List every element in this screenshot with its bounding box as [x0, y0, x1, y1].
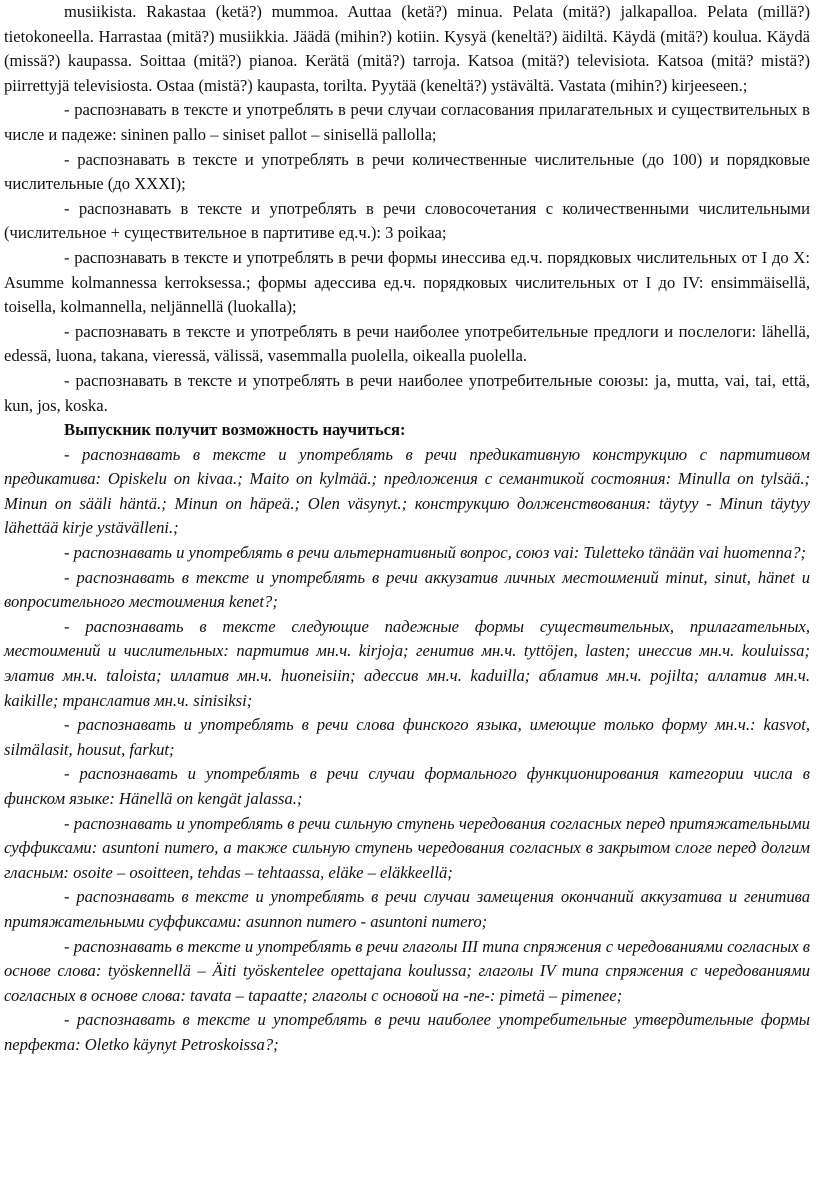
- paragraph-numerals: - распознавать в тексте и употреблять в речи количественные числительные (до 100) и порядковые числительные (до XXXI);: [4, 149, 810, 194]
- paragraph-verb-governance: musiikista. Rakastaa (ketä?) mummoa. Auttaa (ketä?) minua. Pelata (mitä?) jalkapalloa. Pelata (millä?) tietokoneella. Harrastaa (mitä?) musiikkia. Jäädä (mihin?) kotiin. Kysyä (keneltä?) äidiltä. Käydä (mitä?) koulua. Käydä (missä?) kaupassa. Soittaa (mitä?) pianoa. Kerätä (mitä?) tarroja. Katsoa (mitä?) televisiota. Katsoa (mitä? mistä?) piirrettyjä televisiosta. Ostaa (mistä?) kaupasta, torilta. Pyytää (keneltä?) ystävältä. Vastata (mihin?) kirjeeseen.;: [4, 2, 810, 95]
- paragraph-plural-cases: - распознавать в тексте следующие падежные формы существительных, прилагательных, местоимений и числительных: партитив мн.ч. kirjoja; генитив мн.ч. tyttöjen, lasten; инессив мн.ч. kouluissa; элатив мн.ч. taloista; иллатив мн.ч. huoneisiin; адессив мн.ч. kaduilla; аблатив мн.ч. pojilta; аллатив мн.ч. kaikille; транслатив мн.ч. sinisiksi;: [4, 616, 810, 710]
- paragraph-numeral-phrases: - распознавать в тексте и употреблять в речи словосочетания с количественными числительными (числительное + существительное в партитиве ед.ч.): 3 poikaa;: [4, 198, 810, 243]
- paragraph-possessive-suffixes: - распознавать в тексте и употреблять в речи случаи замещения окончаний аккузатива и генитива притяжательными суффиксами: asunnon numero - asuntoni numero;: [4, 887, 810, 931]
- paragraph-consonant-gradation: - распознавать и употреблять в речи сильную ступень чередования согласных перед притяжательными суффиксами: asuntoni numero, а также сильную ступень чередования согласных в закрытом слоге перед долгим гласным: osoite – osoitteen, tehdas – tehtaassa, eläke – eläkkeellä;: [4, 813, 810, 882]
- section-heading: Выпускник получит возможность научиться:: [64, 420, 406, 440]
- paragraph-ordinal-cases: - распознавать в тексте и употреблять в речи формы инессива ед.ч. порядковых числительных от I до X: Asumme kolmannessa kerroksessa.; формы адессива ед.ч. порядковых числительных от I до IV: ensimmäisellä, toisella, kolmannella, neljännellä (luokalla);: [4, 247, 810, 317]
- paragraph-accusative-pronouns: - распознавать в тексте и употреблять в речи аккузатив личных местоимений minut, sinut, hänet и вопросительного местоимения kenet?;: [4, 567, 810, 612]
- paragraph-predicative: - распознавать в тексте и употреблять в речи предикативную конструкцию с партитивом предикатива: Opiskelu on kivaa.; Maito on kylmää.; предложения с семантикой состояния: Minulla on tylsää.; Minun on sääli häntä.; Minun on häpeä.; Olen väsynyt.; конструкцию долженствования: täytyy - Minun täytyy lähettää kirje ystävälleni.;: [4, 444, 810, 538]
- paragraph-alternative-question: - распознавать и употреблять в речи альтернативный вопрос, союз vai: Tuletteko tänään vai huomenna?;: [64, 543, 807, 563]
- paragraph-perfect-tense: - распознавать в тексте и употреблять в речи наиболее употребительные утвердительные формы перфекта: Oletko käynyt Petroskoissa?;: [4, 1010, 810, 1054]
- paragraph-number-category: - распознавать и употреблять в речи случаи формального функционирования категории числа в финском языке: Hänellä on kengät jalassa.;: [4, 764, 810, 808]
- paragraph-conjunctions: - распознавать в тексте и употреблять в речи наиболее употребительные союзы: ja, mutta, vai, tai, että, kun, jos, koska.: [4, 370, 810, 415]
- paragraph-plurale-tantum: - распознавать и употреблять в речи слова финского языка, имеющие только форму мн.ч.: kasvot, silmälasit, housut, farkut;: [4, 715, 810, 759]
- paragraph-adjective-agreement: - распознавать в тексте и употреблять в речи случаи согласования прилагательных и существительных в числе и падеже: sininen pallo – siniset pallot – sinisellä pallolla;: [4, 100, 810, 144]
- paragraph-verb-types: - распознавать в тексте и употреблять в речи глаголы III типа спряжения с чередованиями согласных в основе слова: työskennellä – Äiti työskentelee opettajana koulussa; глаголы IV типа спряжения с чередованиями согласных в основе слова: tavata – tapaatte; глаголы с основой на -ne-: pimetä – pimenee;: [4, 936, 810, 1005]
- paragraph-prepositions: - распознавать в тексте и употреблять в речи наиболее употребительные предлоги и послелоги: lähellä, edessä, luona, takana, vieressä, välissä, vasemmalla puolella, oikealla puolella.: [4, 321, 810, 366]
